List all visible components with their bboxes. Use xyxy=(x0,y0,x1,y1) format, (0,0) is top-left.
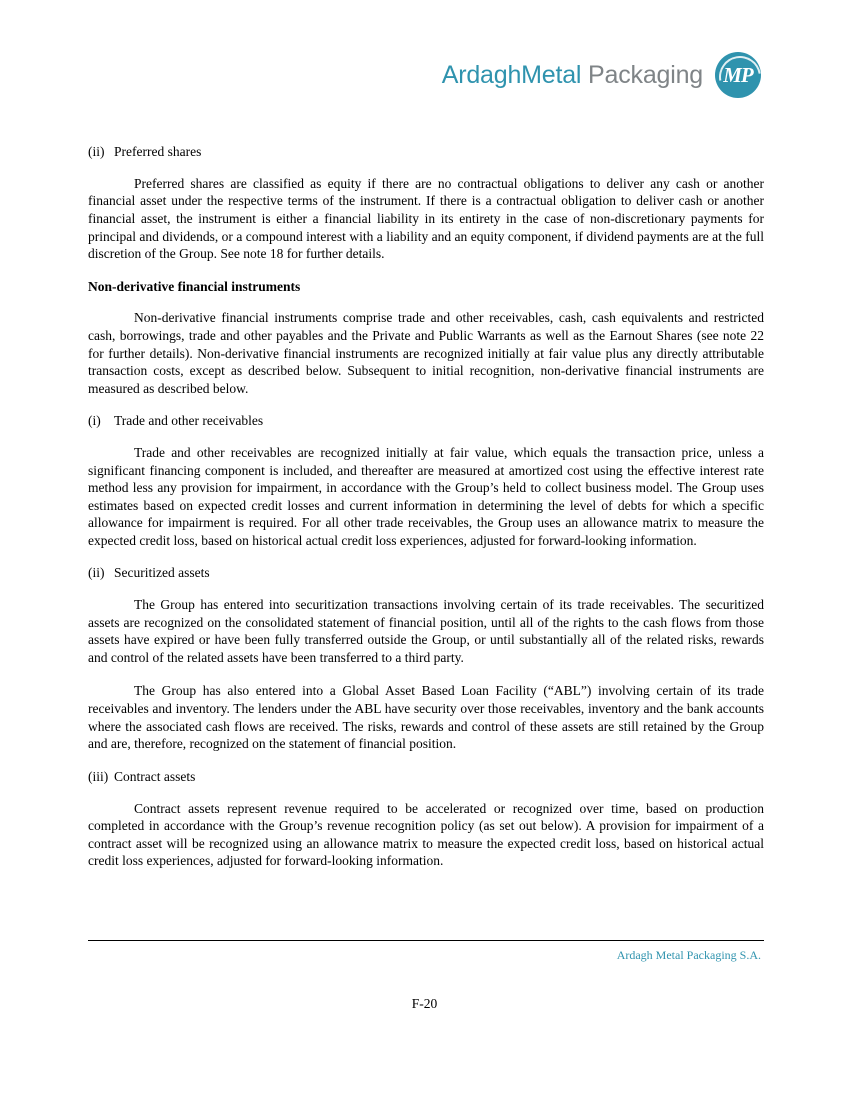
section-heading-trade-receivables xyxy=(88,413,764,430)
brand-logo-icon xyxy=(715,52,761,98)
brand-wordmark-primary: ArdaghMetal xyxy=(441,60,582,89)
section-title: Trade and other receivables xyxy=(114,413,264,429)
section-heading-securitized-assets xyxy=(88,565,764,582)
section-title: Securitized assets xyxy=(114,565,210,581)
paragraph-securitized-assets-1: The Group has entered into securitization transactions involving certain of its trade receivables. The securitized assets are recognized on the consolidated statement of financial position, until all of the rights to the cash flows from those assets have expired or have been fully transferred outside the Group, or until substantially all of the related risks, rewards and control of the related assets have been transferred to a third party. xyxy=(88,597,764,665)
section-label: (ii) xyxy=(88,565,105,581)
section-heading-preferred-shares xyxy=(88,144,764,161)
brand-wordmark-secondary: Packaging xyxy=(581,60,703,89)
section-label: (i) xyxy=(88,413,101,429)
section-heading-contract-assets xyxy=(88,769,764,786)
paragraph-trade-receivables: Trade and other receivables are recognized initially at fair value, which equals the transaction price, unless a significant financing component is included, and thereafter are measured at amortized cost using the effective interest rate method less any provision for impairment, in accordance with the Group’s held to collect business model. The Group uses estimates based on expected credit losses and current information in determining the level of debts for which a specific allowance for impairment is required. For all other trade receivables, the Group uses an allowance matrix to measure the expected credit loss, based on historical actual credit loss experiences, adjusted for forward-looking information. xyxy=(88,445,764,548)
section-title: Contract assets xyxy=(114,768,196,784)
brand-wordmark xyxy=(442,61,703,90)
paragraph-non-derivative: Non-derivative financial instruments comprise trade and other receivables, cash, cash equivalents and restricted cash, borrowings, trade and other payables and the Private and Public Warrants as well as the Earnout Shares (see note 22 for further details). Non-derivative financial instruments are recognized initially at fair value plus any directly attributable transaction costs, except as described below. Subsequent to initial recognition, non-derivative financial instruments are measured as described below. xyxy=(88,310,764,396)
page-number: F-20 xyxy=(411,996,438,1011)
logo-monogram: MP xyxy=(723,62,753,87)
paragraph-contract-assets: Contract assets represent revenue required to be accelerated or recognized over time, based on production completed in accordance with the Group’s revenue recognition policy (as set out below). A provision for impairment of a contract asset will be recognized using an allowance matrix to measure the expected credit loss, based on historical actual credit loss experiences, adjusted for forward-looking information. xyxy=(88,800,764,869)
section-label: (iii) xyxy=(88,768,109,784)
page-body xyxy=(88,144,764,886)
footer-company-name: Ardagh Metal Packaging S.A. xyxy=(616,948,761,962)
footer-divider xyxy=(88,940,764,941)
paragraph-securitized-assets-2: The Group has also entered into a Global Asset Based Loan Facility (“ABL”) involving certain of its trade receivables and inventory. The lenders under the ABL have security over those receivables, inventory and the bank accounts where the associated cash flows are received. The risks, rewards and control of these assets are still retained by the Group and are, therefore, recognized on the statement of financial position. xyxy=(88,683,764,752)
paragraph-preferred-shares: Preferred shares are classified as equity if there are no contractual obligations to deliver any cash or another financial asset under the respective terms of the instrument. If there is a contractual obligation to deliver cash or another financial asset, the instrument is either a financial liability in its entirety in the case of non-discretionary payments for principal and dividends, or a compound interest with a liability and an equity component, if dividend payments are at the full discretion of the Group. See note 18 for further details. xyxy=(88,175,764,262)
page-header xyxy=(442,52,761,98)
section-title: Preferred shares xyxy=(114,144,202,159)
section-heading-non-derivative: Non-derivative financial instruments xyxy=(88,278,301,294)
section-label: (ii) xyxy=(88,144,105,159)
